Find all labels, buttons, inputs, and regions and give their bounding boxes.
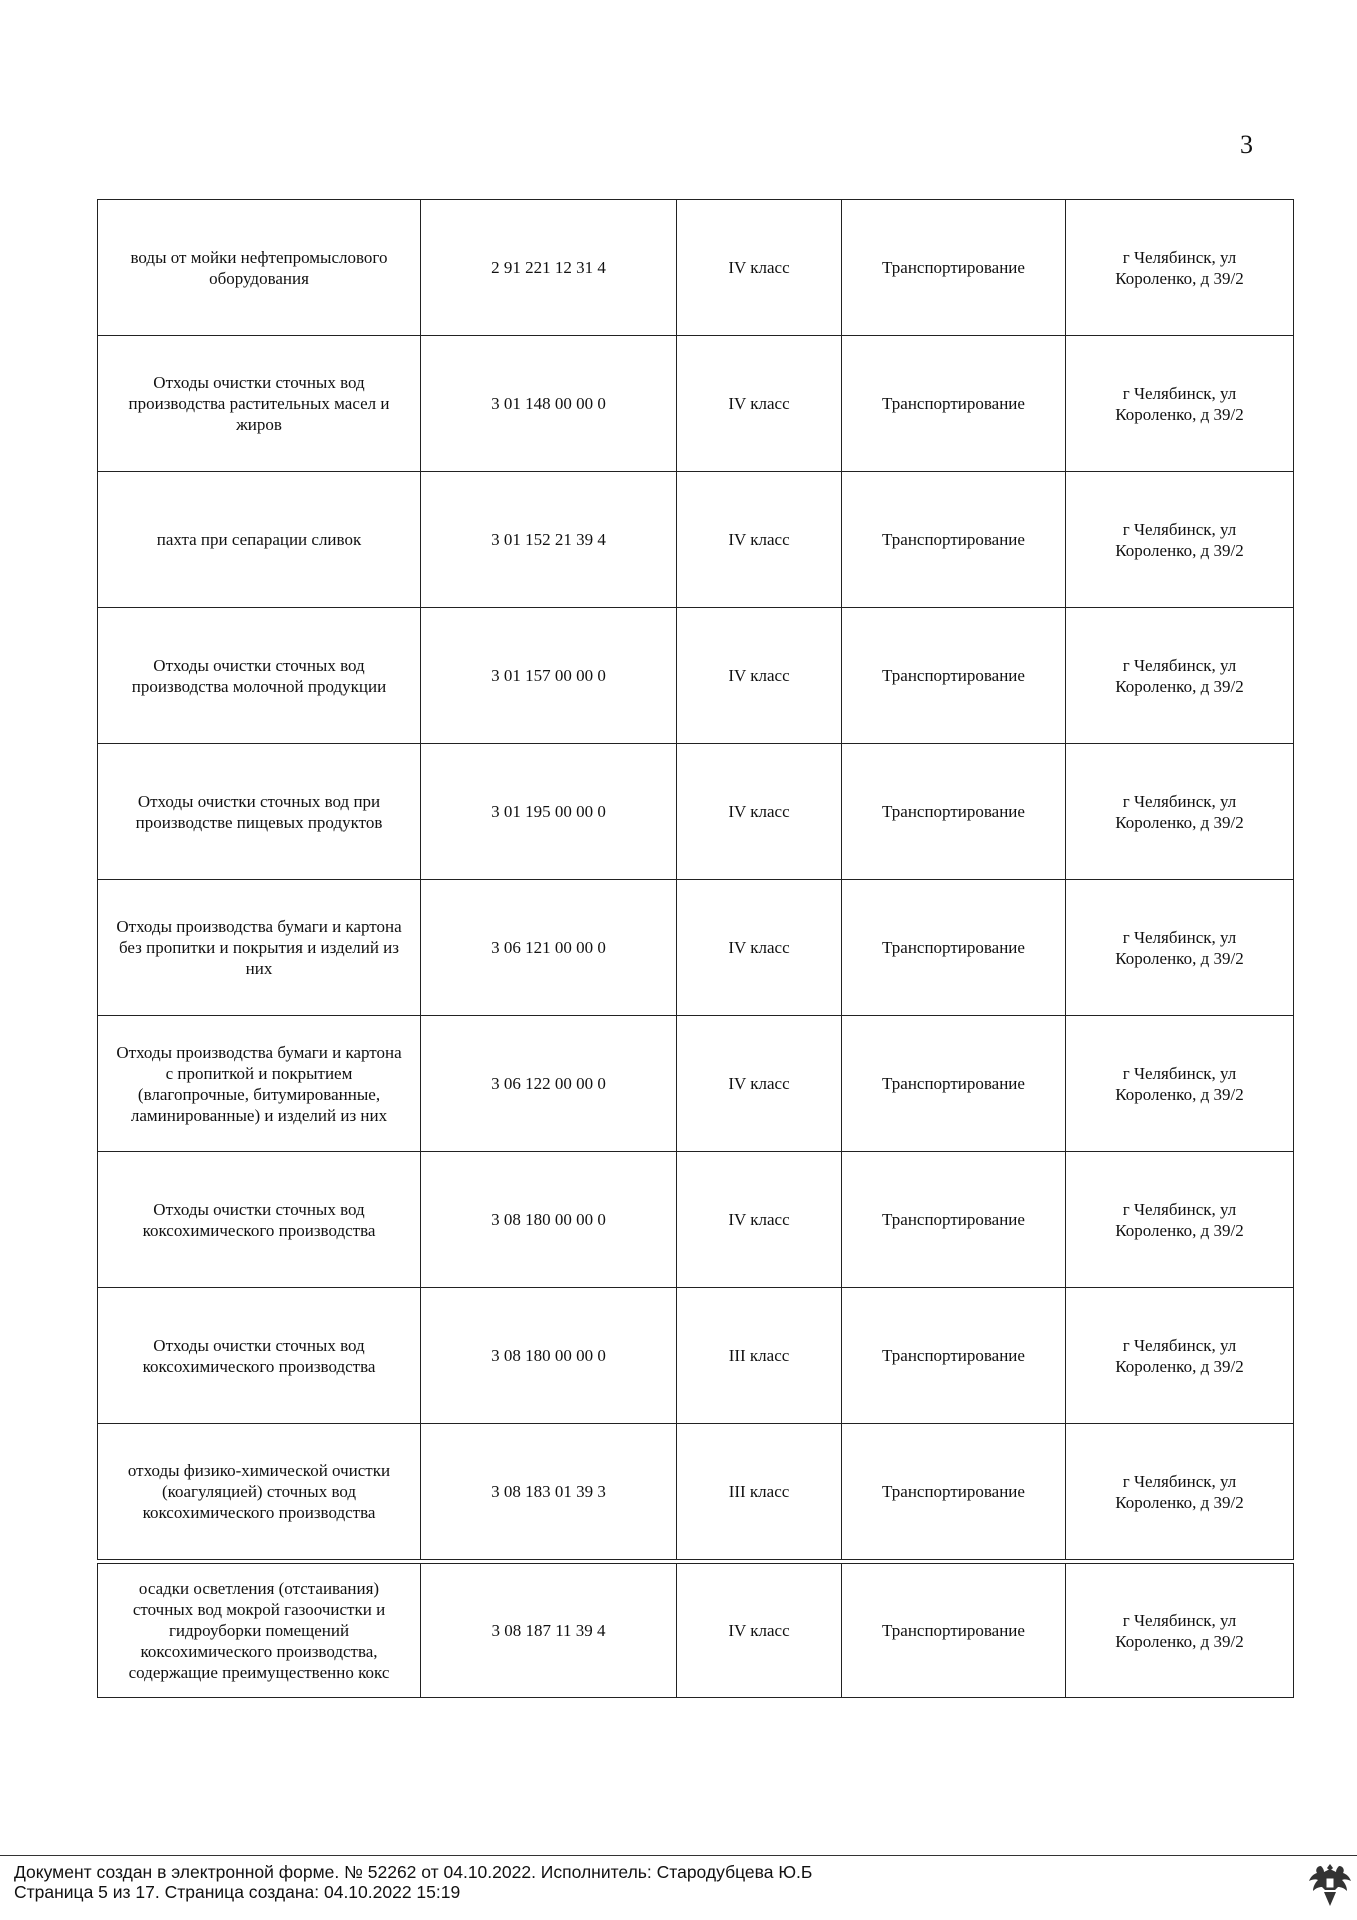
cell-code: 3 08 183 01 39 3 — [421, 1424, 677, 1560]
cell-code: 3 01 148 00 00 0 — [421, 336, 677, 472]
cell-activity: Транспортирование — [842, 1288, 1066, 1424]
cell-code: 3 08 180 00 00 0 — [421, 1288, 677, 1424]
cell-name: Отходы производства бумаги и картона с пропиткой и покрытием (влагопрочные, битумированные, ламинированные) и изделий из них — [98, 1016, 421, 1152]
cell-address: г Челябинск, ул Короленко, д 39/2 — [1066, 744, 1294, 880]
cell-activity: Транспортирование — [842, 880, 1066, 1016]
cell-class: IV класс — [677, 1152, 842, 1288]
cell-address: г Челябинск, ул Короленко, д 39/2 — [1066, 472, 1294, 608]
cell-address: г Челябинск, ул Короленко, д 39/2 — [1066, 1016, 1294, 1152]
cell-address: г Челябинск, ул Короленко, д 39/2 — [1066, 336, 1294, 472]
cell-class: IV класс — [677, 200, 842, 336]
cell-class: IV класс — [677, 1016, 842, 1152]
waste-table-continued — [97, 1563, 1294, 1698]
cell-code: 3 08 187 11 39 4 — [421, 1564, 677, 1698]
cell-activity: Транспортирование — [842, 1424, 1066, 1560]
table-row — [98, 1152, 1294, 1288]
cell-activity: Транспортирование — [842, 200, 1066, 336]
footer-line-2: Страница 5 из 17. Страница создана: 04.10.2022 15:19 — [14, 1882, 461, 1902]
table-row — [98, 880, 1294, 1016]
cell-name: Отходы очистки сточных вод производства молочной продукции — [98, 608, 421, 744]
cell-name: пахта при сепарации сливок — [98, 472, 421, 608]
cell-code: 3 01 195 00 00 0 — [421, 744, 677, 880]
cell-name: Отходы очистки сточных вод при производстве пищевых продуктов — [98, 744, 421, 880]
waste-table — [97, 199, 1294, 1560]
footer-divider — [0, 1855, 1357, 1856]
cell-name: отходы физико-химической очистки (коагуляцией) сточных вод коксохимического производства — [98, 1424, 421, 1560]
page-number: 3 — [1240, 130, 1253, 159]
table-row — [98, 200, 1294, 336]
cell-class: III класс — [677, 1424, 842, 1560]
cell-address: г Челябинск, ул Короленко, д 39/2 — [1066, 1152, 1294, 1288]
footer — [14, 1862, 812, 1902]
table-row — [98, 1564, 1294, 1698]
cell-address: г Челябинск, ул Короленко, д 39/2 — [1066, 880, 1294, 1016]
cell-class: IV класс — [677, 472, 842, 608]
cell-activity: Транспортирование — [842, 1564, 1066, 1698]
cell-name: Отходы очистки сточных вод коксохимического производства — [98, 1152, 421, 1288]
cell-activity: Транспортирование — [842, 744, 1066, 880]
cell-address: г Челябинск, ул Короленко, д 39/2 — [1066, 1424, 1294, 1560]
footer-line-1: Документ создан в электронной форме. № 52262 от 04.10.2022. Исполнитель: Стародубцева Ю.Б — [14, 1862, 813, 1882]
table-row — [98, 472, 1294, 608]
cell-name: Отходы производства бумаги и картона без пропитки и покрытия и изделий из них — [98, 880, 421, 1016]
cell-address: г Челябинск, ул Короленко, д 39/2 — [1066, 200, 1294, 336]
cell-code: 3 06 122 00 00 0 — [421, 1016, 677, 1152]
cell-class: III класс — [677, 1288, 842, 1424]
cell-activity: Транспортирование — [842, 1016, 1066, 1152]
cell-class: IV класс — [677, 880, 842, 1016]
cell-address: г Челябинск, ул Короленко, д 39/2 — [1066, 608, 1294, 744]
cell-code: 3 06 121 00 00 0 — [421, 880, 677, 1016]
cell-name: Отходы очистки сточных вод коксохимического производства — [98, 1288, 421, 1424]
cell-name: воды от мойки нефтепромыслового оборудования — [98, 200, 421, 336]
cell-class: IV класс — [677, 744, 842, 880]
cell-name: осадки осветления (отстаивания) сточных вод мокрой газоочистки и гидроуборки помещений коксохимического производства, содержащие преимущественно кокс — [98, 1564, 421, 1698]
cell-code: 3 08 180 00 00 0 — [421, 1152, 677, 1288]
cell-address: г Челябинск, ул Короленко, д 39/2 — [1066, 1564, 1294, 1698]
cell-activity: Транспортирование — [842, 1152, 1066, 1288]
cell-address: г Челябинск, ул Короленко, д 39/2 — [1066, 1288, 1294, 1424]
cell-code: 2 91 221 12 31 4 — [421, 200, 677, 336]
cell-code: 3 01 152 21 39 4 — [421, 472, 677, 608]
cell-activity: Транспортирование — [842, 336, 1066, 472]
table-row — [98, 336, 1294, 472]
table-row — [98, 1016, 1294, 1152]
cell-class: IV класс — [677, 336, 842, 472]
cell-class: IV класс — [677, 1564, 842, 1698]
cell-class: IV класс — [677, 608, 842, 744]
table-row — [98, 1424, 1294, 1560]
cell-code: 3 01 157 00 00 0 — [421, 608, 677, 744]
cell-activity: Транспортирование — [842, 472, 1066, 608]
cell-name: Отходы очистки сточных вод производства растительных масел и жиров — [98, 336, 421, 472]
cell-activity: Транспортирование — [842, 608, 1066, 744]
table-row — [98, 744, 1294, 880]
table-row — [98, 608, 1294, 744]
double-headed-eagle-icon — [1307, 1858, 1353, 1908]
table-row — [98, 1288, 1294, 1424]
